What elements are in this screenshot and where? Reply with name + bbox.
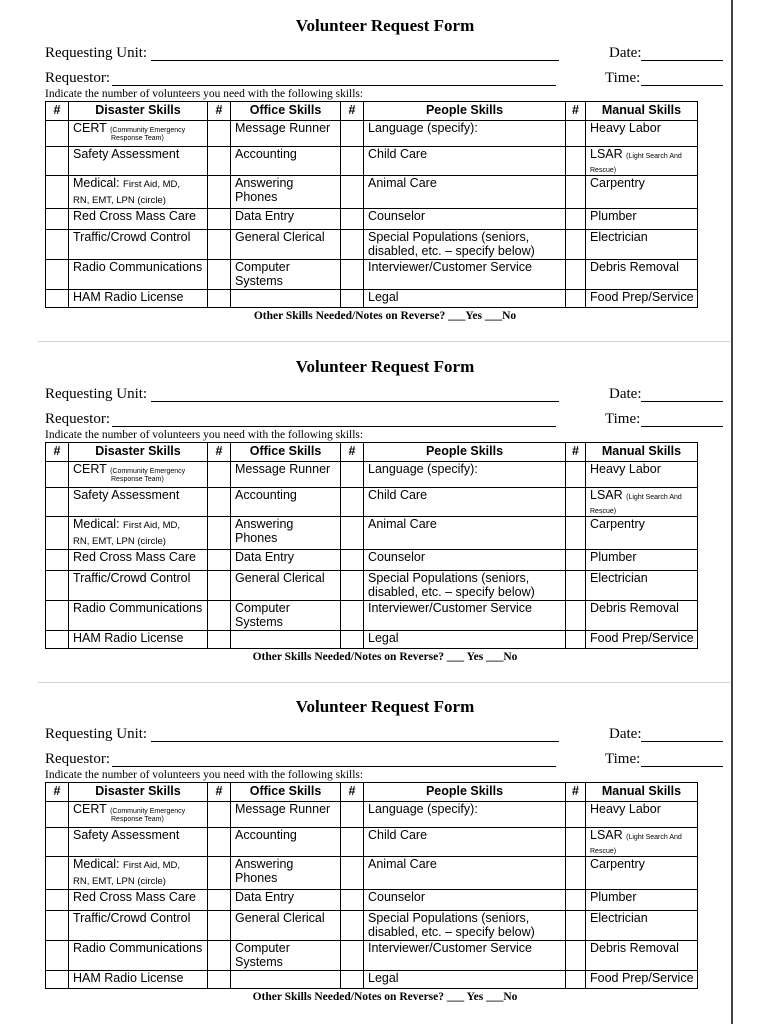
count-cell[interactable] <box>341 147 364 176</box>
skill-interviewer-customer-service: Interviewer/Customer Service <box>364 601 566 631</box>
table-row <box>46 290 698 308</box>
yes-blank[interactable]: ___ <box>448 310 466 322</box>
table-row <box>46 121 698 147</box>
skill-food-prep-service: Food Prep/Service <box>586 290 698 308</box>
time-label: Time: <box>605 751 641 767</box>
skill-medical: Medical: First Aid, MD, RN, EMT, LPN (circle) <box>69 176 208 209</box>
skill-safety-assessment: Safety Assessment <box>69 147 208 176</box>
count-cell[interactable] <box>341 890 364 911</box>
skill-computer-systems: Computer Systems <box>231 601 341 631</box>
count-cell[interactable] <box>566 571 586 601</box>
count-cell[interactable] <box>46 260 69 290</box>
skill-child-care: Child Care <box>364 147 566 176</box>
header-num: # <box>566 443 586 462</box>
count-cell[interactable] <box>46 550 69 571</box>
table-row <box>46 517 698 550</box>
count-cell[interactable] <box>341 571 364 601</box>
requesting-unit-field[interactable] <box>151 401 559 402</box>
count-cell[interactable] <box>341 176 364 209</box>
skill-child-care: Child Care <box>364 488 566 517</box>
count-cell[interactable] <box>341 260 364 290</box>
skill-heavy-labor: Heavy Labor <box>586 462 698 488</box>
skill-answering-phones: Answering Phones <box>231 176 341 209</box>
skill-empty <box>231 290 341 308</box>
count-cell[interactable] <box>566 121 586 147</box>
volunteer-request-form-1 <box>0 0 730 340</box>
count-cell[interactable] <box>46 571 69 601</box>
skill-animal-care: Animal Care <box>364 176 566 209</box>
header-people-skills: People Skills <box>364 443 566 462</box>
header-people-skills: People Skills <box>364 783 566 802</box>
count-cell[interactable] <box>566 147 586 176</box>
count-cell[interactable] <box>208 802 231 828</box>
table-header-row <box>46 443 698 462</box>
table-row <box>46 462 698 488</box>
skill-lsar: LSAR (Light Search And Rescue) <box>586 147 698 176</box>
requestor-label: Requestor: <box>45 411 110 427</box>
date-field[interactable] <box>641 401 723 402</box>
count-cell[interactable] <box>566 230 586 260</box>
header-manual-skills: Manual Skills <box>586 443 698 462</box>
count-cell[interactable] <box>208 290 231 308</box>
header-manual-skills: Manual Skills <box>586 102 698 121</box>
header-disaster-skills: Disaster Skills <box>69 102 208 121</box>
count-cell[interactable] <box>566 260 586 290</box>
skill-heavy-labor: Heavy Labor <box>586 802 698 828</box>
count-cell[interactable] <box>566 941 586 971</box>
header-num: # <box>341 102 364 121</box>
skill-safety-assessment: Safety Assessment <box>69 828 208 857</box>
time-field[interactable] <box>641 426 723 427</box>
count-cell[interactable] <box>341 230 364 260</box>
count-cell[interactable] <box>566 802 586 828</box>
count-cell[interactable] <box>46 462 69 488</box>
form-title: Volunteer Request Form <box>295 357 475 376</box>
skill-carpentry: Carpentry <box>586 857 698 890</box>
no-blank[interactable]: ___ <box>486 991 504 1003</box>
count-cell[interactable] <box>46 802 69 828</box>
skill-accounting: Accounting <box>231 488 341 517</box>
count-cell[interactable] <box>208 462 231 488</box>
yes-blank[interactable]: ___ <box>446 991 465 1003</box>
table-row <box>46 176 698 209</box>
skill-traffic-crowd-control: Traffic/Crowd Control <box>69 230 208 260</box>
count-cell[interactable] <box>341 802 364 828</box>
volunteer-request-form-3 <box>0 681 730 1024</box>
count-cell[interactable] <box>208 121 231 147</box>
table-row <box>46 550 698 571</box>
skill-accounting: Accounting <box>231 828 341 857</box>
count-cell[interactable] <box>208 209 231 230</box>
count-cell[interactable] <box>46 828 69 857</box>
header-num: # <box>566 783 586 802</box>
table-row <box>46 890 698 911</box>
count-cell[interactable] <box>566 857 586 890</box>
header-num: # <box>46 783 69 802</box>
skill-electrician: Electrician <box>586 230 698 260</box>
skill-general-clerical: General Clerical <box>231 911 341 941</box>
count-cell[interactable] <box>208 550 231 571</box>
count-cell[interactable] <box>566 550 586 571</box>
count-cell[interactable] <box>566 488 586 517</box>
requestor-field[interactable] <box>112 426 556 427</box>
date-label: Date: <box>609 45 642 61</box>
skill-electrician: Electrician <box>586 571 698 601</box>
skill-medical: Medical: First Aid, MD, RN, EMT, LPN (circle) <box>69 517 208 550</box>
skill-debris-removal: Debris Removal <box>586 260 698 290</box>
count-cell[interactable] <box>208 631 231 649</box>
skill-animal-care: Animal Care <box>364 857 566 890</box>
skill-message-runner: Message Runner <box>231 802 341 828</box>
skill-radio-communications: Radio Communications <box>69 260 208 290</box>
table-row <box>46 802 698 828</box>
table-row <box>46 601 698 631</box>
table-row <box>46 260 698 290</box>
count-cell[interactable] <box>341 550 364 571</box>
other-skills-footer: Other Skills Needed/Notes on Reverse? ___ Yes ___No <box>252 651 518 663</box>
no-option: No <box>502 310 517 322</box>
skill-red-cross-mass-care: Red Cross Mass Care <box>69 209 208 230</box>
count-cell[interactable] <box>46 517 69 550</box>
skill-message-runner: Message Runner <box>231 121 341 147</box>
count-cell[interactable] <box>46 488 69 517</box>
skill-data-entry: Data Entry <box>231 550 341 571</box>
yes-option: Yes <box>465 310 482 322</box>
skill-plumber: Plumber <box>586 209 698 230</box>
table-row <box>46 488 698 517</box>
count-cell[interactable] <box>341 209 364 230</box>
form-title: Volunteer Request Form <box>295 16 475 35</box>
count-cell[interactable] <box>566 176 586 209</box>
page-right-border <box>731 0 733 1024</box>
skill-food-prep-service: Food Prep/Service <box>586 971 698 989</box>
skill-debris-removal: Debris Removal <box>586 601 698 631</box>
count-cell[interactable] <box>341 290 364 308</box>
table-row <box>46 147 698 176</box>
skills-table <box>45 442 698 649</box>
header-num: # <box>46 102 69 121</box>
header-disaster-skills: Disaster Skills <box>69 443 208 462</box>
skill-child-care: Child Care <box>364 828 566 857</box>
header-num: # <box>208 783 231 802</box>
count-cell[interactable] <box>208 971 231 989</box>
count-cell[interactable] <box>46 971 69 989</box>
date-label: Date: <box>609 386 642 402</box>
other-skills-footer: Other Skills Needed/Notes on Reverse? ___Yes ___No <box>253 310 517 322</box>
count-cell[interactable] <box>341 462 364 488</box>
skill-counselor: Counselor <box>364 209 566 230</box>
skill-general-clerical: General Clerical <box>231 230 341 260</box>
other-skills-footer: Other Skills Needed/Notes on Reverse? ___ Yes ___No <box>252 991 518 1003</box>
requesting-unit-field[interactable] <box>151 60 559 61</box>
count-cell[interactable] <box>46 176 69 209</box>
count-cell[interactable] <box>566 828 586 857</box>
indicate-instructions: Indicate the number of volunteers you need with the following skills: <box>45 429 364 441</box>
skill-electrician: Electrician <box>586 911 698 941</box>
table-row <box>46 230 698 260</box>
count-cell[interactable] <box>566 890 586 911</box>
skill-red-cross-mass-care: Red Cross Mass Care <box>69 550 208 571</box>
skill-computer-systems: Computer Systems <box>231 260 341 290</box>
count-cell[interactable] <box>566 462 586 488</box>
skill-food-prep-service: Food Prep/Service <box>586 631 698 649</box>
count-cell[interactable] <box>46 290 69 308</box>
header-office-skills: Office Skills <box>231 783 341 802</box>
header-num: # <box>341 783 364 802</box>
count-cell[interactable] <box>341 911 364 941</box>
count-cell[interactable] <box>566 631 586 649</box>
skill-special-populations: Special Populations (seniors, disabled, etc. – specify below) <box>364 230 566 260</box>
skill-accounting: Accounting <box>231 147 341 176</box>
requesting-unit-field[interactable] <box>151 741 559 742</box>
requestor-label: Requestor: <box>45 70 110 86</box>
requesting-unit-label: Requesting Unit: <box>45 726 148 742</box>
no-blank[interactable]: ___ <box>484 310 503 322</box>
count-cell[interactable] <box>341 488 364 517</box>
count-cell[interactable] <box>208 890 231 911</box>
skill-empty <box>231 631 341 649</box>
skill-lsar: LSAR (Light Search And Rescue) <box>586 488 698 517</box>
skill-data-entry: Data Entry <box>231 890 341 911</box>
table-row <box>46 209 698 230</box>
skill-radio-communications: Radio Communications <box>69 941 208 971</box>
table-header-row <box>46 102 698 121</box>
count-cell[interactable] <box>208 911 231 941</box>
volunteer-request-form-2 <box>0 341 730 681</box>
count-cell[interactable] <box>566 209 586 230</box>
header-num: # <box>46 443 69 462</box>
skill-counselor: Counselor <box>364 550 566 571</box>
count-cell[interactable] <box>208 941 231 971</box>
header-office-skills: Office Skills <box>231 102 341 121</box>
indicate-instructions: Indicate the number of volunteers you need with the following skills: <box>45 88 364 100</box>
skill-plumber: Plumber <box>586 550 698 571</box>
count-cell[interactable] <box>46 209 69 230</box>
skill-traffic-crowd-control: Traffic/Crowd Control <box>69 911 208 941</box>
skill-data-entry: Data Entry <box>231 209 341 230</box>
skills-table <box>45 101 698 308</box>
count-cell[interactable] <box>208 828 231 857</box>
skill-language: Language (specify): <box>364 462 566 488</box>
count-cell[interactable] <box>208 857 231 890</box>
count-cell[interactable] <box>208 517 231 550</box>
count-cell[interactable] <box>341 517 364 550</box>
count-cell[interactable] <box>208 230 231 260</box>
requesting-unit-label: Requesting Unit: <box>45 45 148 61</box>
skill-general-clerical: General Clerical <box>231 571 341 601</box>
skill-special-populations: Special Populations (seniors, disabled, etc. – specify below) <box>364 571 566 601</box>
table-header-row <box>46 783 698 802</box>
table-row <box>46 571 698 601</box>
skill-carpentry: Carpentry <box>586 517 698 550</box>
count-cell[interactable] <box>208 488 231 517</box>
skill-interviewer-customer-service: Interviewer/Customer Service <box>364 260 566 290</box>
time-field[interactable] <box>641 766 723 767</box>
date-field[interactable] <box>641 741 723 742</box>
time-label: Time: <box>605 70 641 86</box>
skill-legal: Legal <box>364 631 566 649</box>
skill-cert: CERT (Community Emergency Response Team) <box>69 802 208 828</box>
table-row <box>46 857 698 890</box>
requestor-label: Requestor: <box>45 751 110 767</box>
skill-ham-radio-license: HAM Radio License <box>69 631 208 649</box>
skill-empty <box>231 971 341 989</box>
count-cell[interactable] <box>566 290 586 308</box>
table-row <box>46 631 698 649</box>
skill-traffic-crowd-control: Traffic/Crowd Control <box>69 571 208 601</box>
time-field[interactable] <box>641 85 723 86</box>
requestor-field[interactable] <box>112 766 556 767</box>
table-row <box>46 941 698 971</box>
count-cell[interactable] <box>46 601 69 631</box>
skill-cert: CERT (Community Emergency Response Team) <box>69 121 208 147</box>
count-cell[interactable] <box>46 890 69 911</box>
skill-plumber: Plumber <box>586 890 698 911</box>
header-num: # <box>208 443 231 462</box>
requesting-unit-label: Requesting Unit: <box>45 386 148 402</box>
yes-option: Yes <box>466 991 484 1003</box>
table-row <box>46 828 698 857</box>
count-cell[interactable] <box>46 911 69 941</box>
date-label: Date: <box>609 726 642 742</box>
header-num: # <box>208 102 231 121</box>
count-cell[interactable] <box>46 941 69 971</box>
skills-table <box>45 782 698 989</box>
skill-safety-assessment: Safety Assessment <box>69 488 208 517</box>
skill-debris-removal: Debris Removal <box>586 941 698 971</box>
skill-red-cross-mass-care: Red Cross Mass Care <box>69 890 208 911</box>
count-cell[interactable] <box>208 147 231 176</box>
header-num: # <box>566 102 586 121</box>
skill-computer-systems: Computer Systems <box>231 941 341 971</box>
header-num: # <box>341 443 364 462</box>
skill-carpentry: Carpentry <box>586 176 698 209</box>
count-cell[interactable] <box>46 121 69 147</box>
yes-blank[interactable]: ___ <box>446 651 465 663</box>
skill-cert: CERT (Community Emergency Response Team) <box>69 462 208 488</box>
table-row <box>46 971 698 989</box>
skill-answering-phones: Answering Phones <box>231 857 341 890</box>
header-office-skills: Office Skills <box>231 443 341 462</box>
indicate-instructions: Indicate the number of volunteers you need with the following skills: <box>45 769 364 781</box>
skill-message-runner: Message Runner <box>231 462 341 488</box>
skill-lsar: LSAR (Light Search And Rescue) <box>586 828 698 857</box>
count-cell[interactable] <box>208 176 231 209</box>
count-cell[interactable] <box>208 601 231 631</box>
count-cell[interactable] <box>341 828 364 857</box>
count-cell[interactable] <box>46 857 69 890</box>
count-cell[interactable] <box>341 971 364 989</box>
form-title: Volunteer Request Form <box>295 697 475 716</box>
no-blank[interactable]: ___ <box>486 651 504 663</box>
count-cell[interactable] <box>208 260 231 290</box>
skill-answering-phones: Answering Phones <box>231 517 341 550</box>
skill-ham-radio-license: HAM Radio License <box>69 971 208 989</box>
date-field[interactable] <box>641 60 723 61</box>
header-people-skills: People Skills <box>364 102 566 121</box>
count-cell[interactable] <box>566 601 586 631</box>
count-cell[interactable] <box>46 631 69 649</box>
count-cell[interactable] <box>341 941 364 971</box>
skill-medical: Medical: First Aid, MD, RN, EMT, LPN (circle) <box>69 857 208 890</box>
skill-interviewer-customer-service: Interviewer/Customer Service <box>364 941 566 971</box>
table-row <box>46 911 698 941</box>
count-cell[interactable] <box>341 601 364 631</box>
count-cell[interactable] <box>341 121 364 147</box>
count-cell[interactable] <box>341 857 364 890</box>
count-cell[interactable] <box>208 571 231 601</box>
requestor-field[interactable] <box>112 85 556 86</box>
header-manual-skills: Manual Skills <box>586 783 698 802</box>
skill-legal: Legal <box>364 290 566 308</box>
yes-option: Yes <box>466 651 484 663</box>
skill-language: Language (specify): <box>364 121 566 147</box>
skill-counselor: Counselor <box>364 890 566 911</box>
count-cell[interactable] <box>46 230 69 260</box>
count-cell[interactable] <box>46 147 69 176</box>
time-label: Time: <box>605 411 641 427</box>
skill-special-populations: Special Populations (seniors, disabled, etc. – specify below) <box>364 911 566 941</box>
skill-radio-communications: Radio Communications <box>69 601 208 631</box>
count-cell[interactable] <box>566 971 586 989</box>
count-cell[interactable] <box>341 631 364 649</box>
skill-animal-care: Animal Care <box>364 517 566 550</box>
no-option: No <box>503 991 518 1003</box>
skill-legal: Legal <box>364 971 566 989</box>
count-cell[interactable] <box>566 911 586 941</box>
count-cell[interactable] <box>566 517 586 550</box>
skill-language: Language (specify): <box>364 802 566 828</box>
header-disaster-skills: Disaster Skills <box>69 783 208 802</box>
skill-ham-radio-license: HAM Radio License <box>69 290 208 308</box>
skill-heavy-labor: Heavy Labor <box>586 121 698 147</box>
no-option: No <box>503 651 518 663</box>
